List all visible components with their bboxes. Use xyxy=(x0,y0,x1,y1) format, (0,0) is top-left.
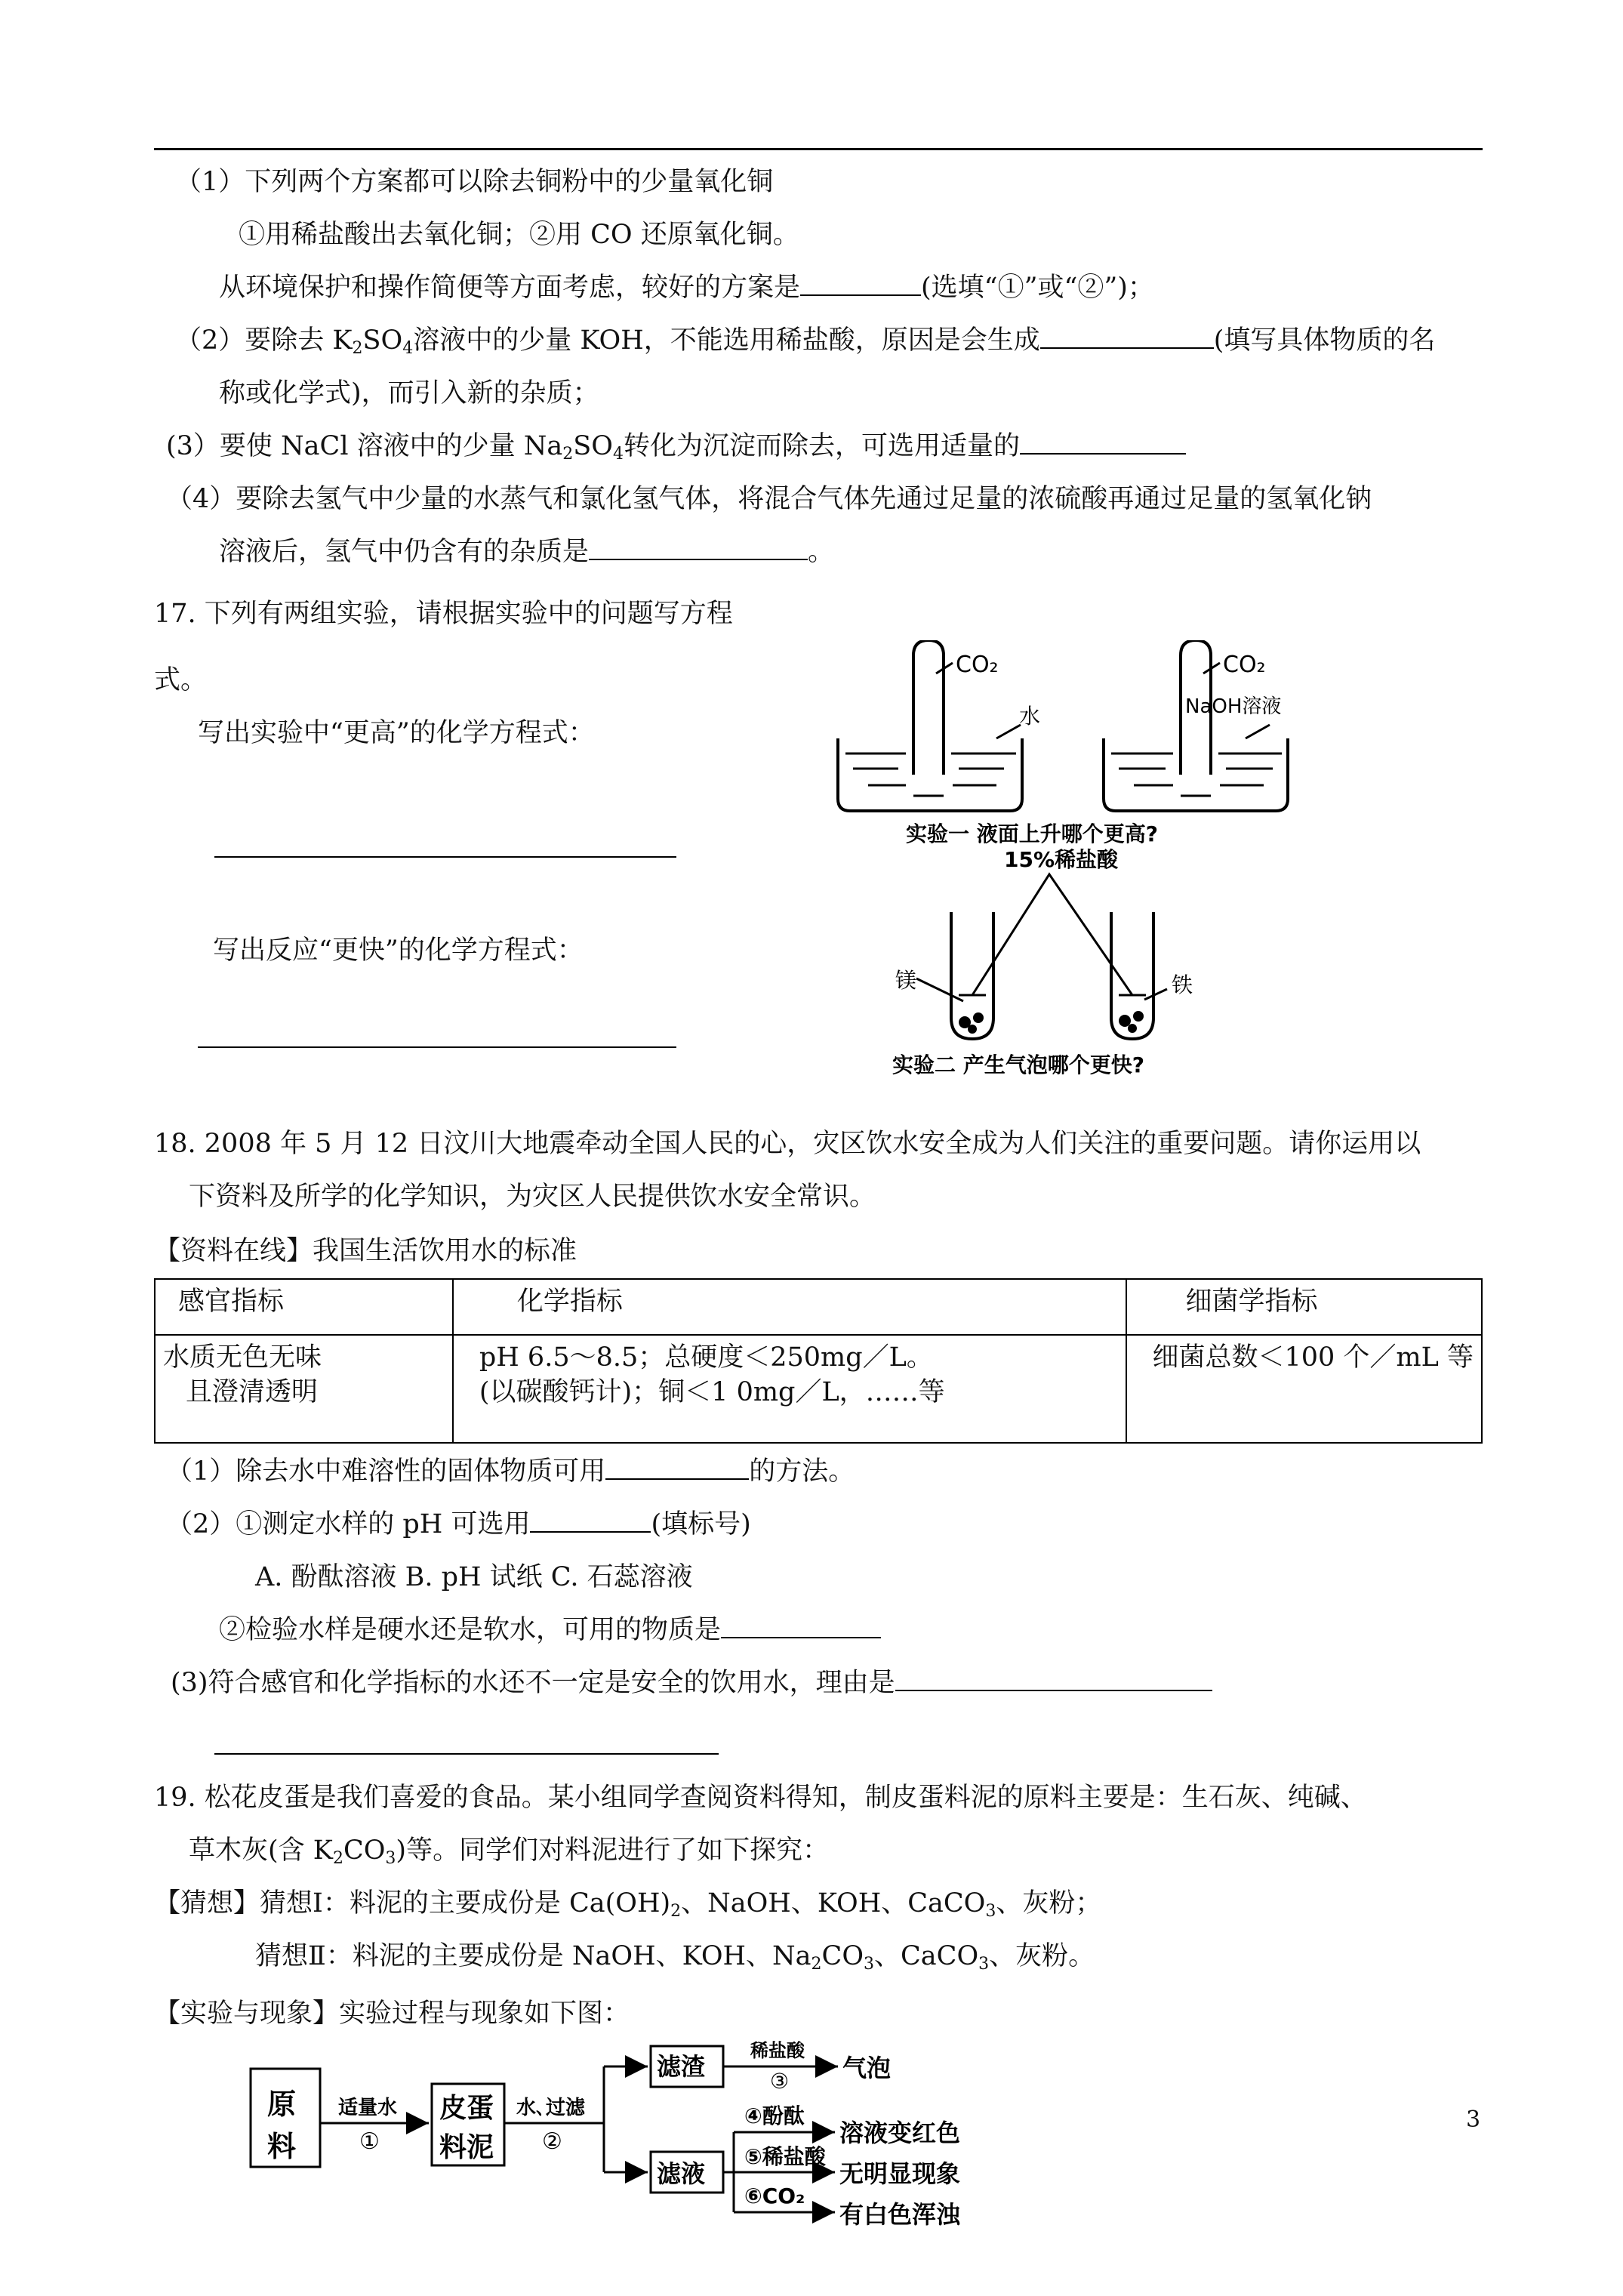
svg-text:溶液变红色: 溶液变红色 xyxy=(839,2119,961,2147)
svg-text:⑤稀盐酸: ⑤稀盐酸 xyxy=(744,2144,826,2169)
svg-text:有白色浑浊: 有白色浑浊 xyxy=(839,2200,961,2227)
q18-stem-cont: 下资料及所学的化学知识，为灾区人民提供饮水安全常识。 xyxy=(189,1182,876,1212)
answer-blank xyxy=(895,1666,1212,1691)
table-cell-bacterial: 细菌总数＜100 个／mL 等 xyxy=(1126,1335,1483,1443)
q18-part2: （2）①测定水样的 pH 可选用 (填标号) xyxy=(166,1507,751,1542)
q17-stem: 17. 下列有两组实验，请根据实验中的问题写方程 xyxy=(154,599,733,629)
caption-exp1: 实验一 液面上升哪个更高? xyxy=(906,821,1158,846)
svg-text:滤渣: 滤渣 xyxy=(657,2052,706,2081)
answer-blank xyxy=(589,535,808,560)
table-header-sensory: 感官指标 xyxy=(155,1279,453,1335)
q19-stem: 19. 松花皮蛋是我们喜爱的食品。某小组同学查阅资料得知，制皮蛋料泥的原料主要是：生石灰、纯碱、 xyxy=(154,1783,1367,1813)
svg-text:稀盐酸: 稀盐酸 xyxy=(750,2040,805,2061)
label-water: 水 xyxy=(1019,704,1041,729)
table-cell-chemical: pH 6.5～8.5；总硬度＜250mg／L。 (以碳酸钙计)；铜＜1 0mg／L，……等 xyxy=(453,1335,1126,1443)
q19-stem-cont: 草木灰(含 $K_2CO_3$)等。同学们对料泥进行了如下探究： xyxy=(189,1835,830,1868)
svg-text:滤液: 滤液 xyxy=(657,2159,706,2188)
q19-guess2: 猜想Ⅱ：料泥的主要成份是 NaOH、KOH、$Na_2CO_3$、CaCO$_3$、灰粉。 xyxy=(255,1941,1095,1974)
water-standard-table xyxy=(154,1278,1483,1444)
answer-blank xyxy=(721,1613,881,1638)
q16-part4: （4）要除去氢气中少量的水蒸气和氯化氢气体，将混合气体先通过足量的浓硫酸再通过足量的氢氧化钠 xyxy=(166,484,1372,514)
q18-part2-b: ②检验水样是硬水还是软水，可用的物质是 xyxy=(219,1613,881,1647)
answer-line xyxy=(214,1753,719,1755)
q18-info-heading: 【资料在线】我国生活饮用水的标准 xyxy=(154,1236,577,1266)
q17-experiment-figure xyxy=(823,640,1291,1093)
q17-stem-cont: 式。 xyxy=(154,665,208,695)
q18-options: A. 酚酞溶液 B. pH 试纸 C. 石蕊溶液 xyxy=(255,1562,693,1592)
label-co2-right: CO₂ xyxy=(1223,652,1266,678)
svg-text:料泥: 料泥 xyxy=(439,2132,494,2163)
answer-line xyxy=(198,1046,676,1048)
svg-text:皮蛋: 皮蛋 xyxy=(439,2093,494,2124)
page-number: 3 xyxy=(1466,2106,1481,2133)
q19-guess1: 【猜想】猜想Ⅰ：料泥的主要成份是 $Ca(OH)_2$、NaOH、KOH、CaCO$_3$、灰粉； xyxy=(154,1888,1102,1921)
svg-text:②: ② xyxy=(542,2128,562,2155)
svg-text:⑥CO₂: ⑥CO₂ xyxy=(744,2184,805,2208)
q17-ask-higher: 写出实验中“更高”的化学方程式： xyxy=(198,718,595,748)
svg-text:水､过滤: 水､过滤 xyxy=(516,2097,586,2119)
q16-part1-options: ①用稀盐酸出去氧化铜；②用 CO 还原氧化铜。 xyxy=(239,220,799,250)
answer-blank xyxy=(1020,429,1186,455)
q16-part2: （2）要除去 $K_2SO_4$溶液中的少量 KOH，不能选用稀盐酸，原因是会生成 (填写具体物质的名 xyxy=(175,323,1435,366)
svg-text:原: 原 xyxy=(267,2088,297,2121)
label-mg: 镁 xyxy=(895,968,917,993)
q16-part3: (3）要使 NaCl 溶液中的少量 $Na_2SO_4$转化为沉淀而除去，可选用适量的 xyxy=(166,429,1186,472)
svg-text:①: ① xyxy=(359,2128,380,2155)
label-naoh: NaOH溶液 xyxy=(1185,695,1282,718)
label-hcl: 15%稀盐酸 xyxy=(1004,847,1119,872)
table-header-bacterial: 细菌学指标 xyxy=(1126,1279,1483,1335)
q17-ask-faster: 写出反应“更快”的化学方程式： xyxy=(213,935,584,966)
table-header-chemical: 化学指标 xyxy=(453,1279,1126,1335)
q16-part1: （1）下列两个方案都可以除去铜粉中的少量氧化铜 xyxy=(175,167,774,197)
svg-text:③: ③ xyxy=(770,2069,790,2094)
answer-line xyxy=(214,856,676,858)
svg-text:适量水: 适量水 xyxy=(338,2097,398,2119)
q18-part1: （1）除去水中难溶性的固体物质可用 的方法。 xyxy=(166,1454,855,1489)
table-cell-sensory: 水质无色无味 且澄清透明 xyxy=(155,1335,453,1443)
answer-blank xyxy=(530,1507,651,1533)
label-co2-left: CO₂ xyxy=(956,652,999,678)
answer-blank xyxy=(800,270,921,296)
answer-blank xyxy=(605,1454,749,1480)
q16-part4-cont: 溶液后，氢气中仍含有的杂质是 。 xyxy=(219,535,834,569)
q18-part3: (3)符合感官和化学指标的水还不一定是安全的饮用水，理由是 xyxy=(171,1666,1212,1700)
header-rule xyxy=(154,148,1483,150)
q19-experiment-heading: 【实验与现象】实验过程与现象如下图： xyxy=(154,1999,630,2029)
label-fe: 铁 xyxy=(1172,972,1193,997)
q19-flowchart xyxy=(245,2039,1060,2227)
svg-text:④酚酞: ④酚酞 xyxy=(744,2103,805,2128)
svg-text:气泡: 气泡 xyxy=(842,2054,892,2082)
q16-part2-cont: 称或化学式)，而引入新的杂质； xyxy=(219,378,599,408)
svg-text:无明显现象: 无明显现象 xyxy=(839,2159,961,2188)
caption-exp2: 实验二 产生气泡哪个更快? xyxy=(892,1052,1144,1077)
answer-blank xyxy=(1040,323,1214,349)
q16-part1-question: 从环境保护和操作简便等方面考虑，较好的方案是 (选填“①”或“②”)； xyxy=(219,270,1154,305)
q18-stem: 18. 2008 年 5 月 12 日汶川大地震牵动全国人民的心，灾区饮水安全成为人们关注的重要问题。请你运用以 xyxy=(154,1129,1421,1159)
svg-text:料: 料 xyxy=(267,2130,297,2163)
